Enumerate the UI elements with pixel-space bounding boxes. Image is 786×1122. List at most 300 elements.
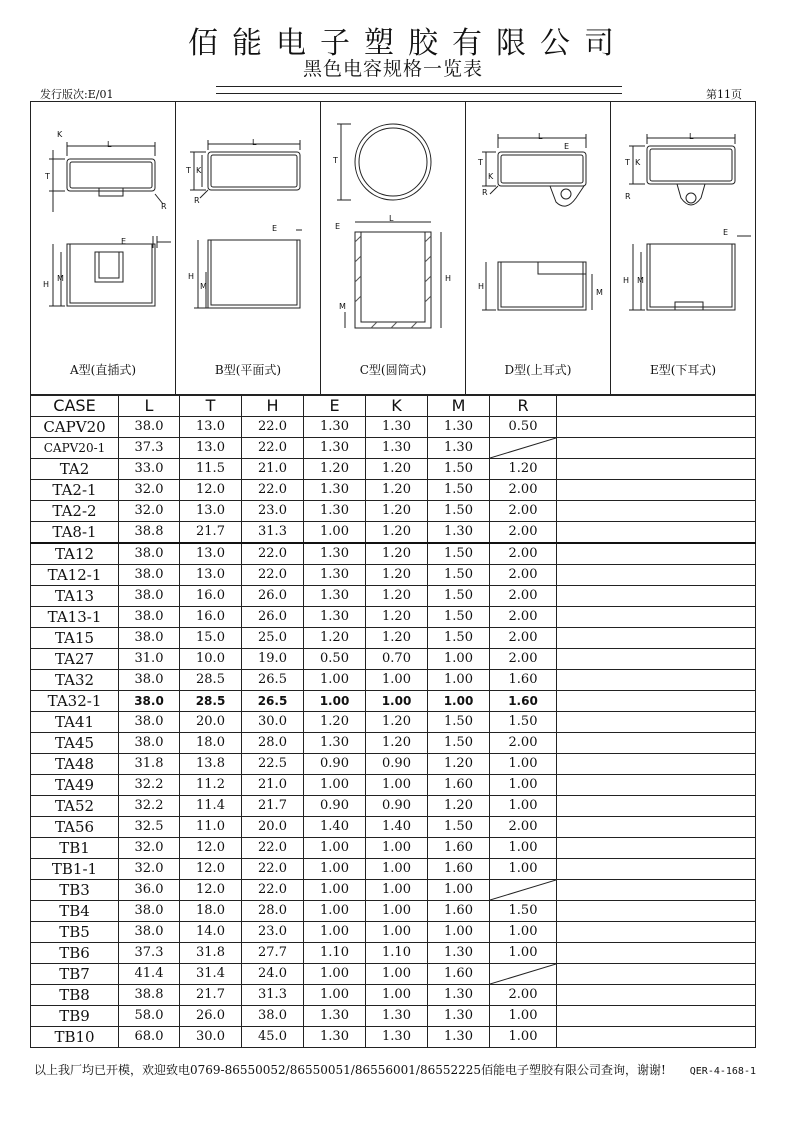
value-cell-k: 1.20: [366, 459, 428, 480]
blank-cell: [557, 543, 756, 565]
value-cell-m: 1.50: [428, 565, 490, 586]
value-cell-m: 1.00: [428, 649, 490, 670]
document-code: QER-4-168-1: [689, 1066, 756, 1077]
value-cell-k: 1.00: [366, 922, 428, 943]
value-cell-t: 13.0: [180, 417, 242, 438]
table-row: [31, 712, 756, 733]
value-cell-t: 13.0: [180, 565, 242, 586]
caption-type-c: C型(圆筒式): [359, 363, 427, 377]
caption-type-e: E型(下耳式): [649, 363, 717, 377]
dim-label-m: M: [596, 288, 603, 297]
company-title: 佰能电子塑胶有限公司: [188, 26, 628, 61]
dim-label-h: H: [445, 274, 452, 283]
value-cell-l: 37.3: [119, 943, 180, 964]
value-cell-l: 38.8: [119, 985, 180, 1006]
version-label: 发行版次:E/01: [40, 88, 114, 101]
case-cell: TB7: [31, 964, 119, 985]
value-cell-e: 0.90: [304, 796, 366, 817]
caption-type-b: B型(平面式): [214, 363, 282, 377]
value-cell-t: 13.8: [180, 754, 242, 775]
value-cell-e: 1.30: [304, 586, 366, 607]
value-cell-k: 1.10: [366, 943, 428, 964]
value-cell-m: 1.00: [428, 670, 490, 691]
value-cell-m: 1.30: [428, 985, 490, 1006]
value-cell-h: 27.7: [242, 943, 304, 964]
value-cell-t: 20.0: [180, 712, 242, 733]
table-row: [31, 649, 756, 670]
case-cell: TA49: [31, 775, 119, 796]
value-cell-h: 22.5: [242, 754, 304, 775]
blank-cell: [557, 880, 756, 901]
value-cell-l: 38.0: [119, 417, 180, 438]
case-cell: TA12-1: [31, 565, 119, 586]
blank-cell: [557, 607, 756, 628]
value-cell-h: 22.0: [242, 859, 304, 880]
empty-slash-cell: [490, 880, 557, 901]
value-cell-e: 0.90: [304, 754, 366, 775]
value-cell-h: 30.0: [242, 712, 304, 733]
value-cell-k: 1.30: [366, 1006, 428, 1027]
value-cell-l: 41.4: [119, 964, 180, 985]
dim-label-m: M: [200, 282, 207, 291]
blank-cell: [557, 754, 756, 775]
value-cell-r: 1.00: [490, 838, 557, 859]
blank-cell: [557, 459, 756, 480]
value-cell-k: 0.90: [366, 796, 428, 817]
table-row: [31, 1027, 756, 1048]
dim-label-h: H: [478, 282, 485, 291]
value-cell-m: 1.00: [428, 880, 490, 901]
value-cell-k: 1.00: [366, 901, 428, 922]
value-cell-h: 23.0: [242, 501, 304, 522]
value-cell-e: 0.50: [304, 649, 366, 670]
value-cell-t: 21.7: [180, 522, 242, 544]
blank-cell: [557, 501, 756, 522]
value-cell-t: 13.0: [180, 438, 242, 459]
value-cell-l: 38.0: [119, 901, 180, 922]
value-cell-k: 1.00: [366, 880, 428, 901]
value-cell-k: 1.00: [366, 775, 428, 796]
value-cell-e: 1.20: [304, 628, 366, 649]
value-cell-e: 1.30: [304, 480, 366, 501]
diagonal-slash-icon: [490, 880, 556, 900]
table-row: [31, 880, 756, 901]
table-row: [31, 985, 756, 1006]
value-cell-e: 1.20: [304, 459, 366, 480]
value-cell-e: 1.30: [304, 607, 366, 628]
empty-slash-cell: [490, 438, 557, 459]
dim-label-r: R: [482, 188, 488, 197]
table-row: [31, 480, 756, 501]
blank-cell: [557, 901, 756, 922]
value-cell-h: 21.0: [242, 459, 304, 480]
empty-slash-cell: [490, 964, 557, 985]
dim-label-t: T: [478, 158, 483, 167]
value-cell-m: 1.00: [428, 691, 490, 712]
table-row: [31, 859, 756, 880]
value-cell-h: 22.0: [242, 565, 304, 586]
value-cell-e: 1.00: [304, 859, 366, 880]
caption-type-d: D型(上耳式): [504, 363, 572, 377]
value-cell-r: 2.00: [490, 985, 557, 1006]
blank-cell: [557, 670, 756, 691]
value-cell-r: 2.00: [490, 501, 557, 522]
value-cell-m: 1.50: [428, 586, 490, 607]
dim-label-k: K: [196, 166, 202, 175]
value-cell-k: 1.00: [366, 859, 428, 880]
value-cell-l: 38.0: [119, 565, 180, 586]
value-cell-k: 1.20: [366, 712, 428, 733]
value-cell-e: 1.00: [304, 838, 366, 859]
diagonal-slash-icon: [490, 964, 556, 984]
value-cell-h: 26.0: [242, 607, 304, 628]
value-cell-k: 1.20: [366, 586, 428, 607]
footer-note: 以上我厂均已开模，欢迎致电0769-86550052/86550051/86556001/86552225佰能电子塑胶有限公司查询，谢谢!: [34, 1063, 666, 1077]
value-cell-r: 0.50: [490, 417, 557, 438]
value-cell-r: 2.00: [490, 817, 557, 838]
value-cell-l: 38.0: [119, 670, 180, 691]
table-row: [31, 522, 756, 544]
value-cell-h: 21.7: [242, 796, 304, 817]
value-cell-k: 1.30: [366, 1027, 428, 1048]
value-cell-l: 31.0: [119, 649, 180, 670]
table-body: [31, 417, 756, 1048]
table-row: [31, 817, 756, 838]
dim-label-m: M: [339, 302, 346, 311]
value-cell-l: 58.0: [119, 1006, 180, 1027]
value-cell-t: 28.5: [180, 691, 242, 712]
value-cell-m: 1.50: [428, 480, 490, 501]
value-cell-m: 1.50: [428, 459, 490, 480]
table-row: [31, 943, 756, 964]
value-cell-h: 23.0: [242, 922, 304, 943]
value-cell-h: 28.0: [242, 901, 304, 922]
value-cell-t: 18.0: [180, 901, 242, 922]
table-row: [31, 796, 756, 817]
case-cell: TA15: [31, 628, 119, 649]
value-cell-e: 1.00: [304, 775, 366, 796]
table-row: [31, 838, 756, 859]
value-cell-e: 1.00: [304, 670, 366, 691]
value-cell-l: 37.3: [119, 438, 180, 459]
value-cell-t: 31.8: [180, 943, 242, 964]
dim-label-t: T: [625, 158, 630, 167]
value-cell-h: 22.0: [242, 480, 304, 501]
value-cell-r: 1.00: [490, 943, 557, 964]
value-cell-m: 1.30: [428, 522, 490, 544]
value-cell-e: 1.30: [304, 565, 366, 586]
value-cell-m: 1.50: [428, 733, 490, 754]
value-cell-e: 1.00: [304, 901, 366, 922]
value-cell-t: 12.0: [180, 880, 242, 901]
case-cell: CAPV20-1: [31, 438, 119, 459]
case-cell: TA41: [31, 712, 119, 733]
value-cell-r: 2.00: [490, 586, 557, 607]
dim-label-e: E: [272, 224, 278, 233]
header-r: R: [490, 396, 557, 417]
dim-label-h: H: [188, 272, 195, 281]
diagram-e-drawing: [611, 102, 756, 396]
table-row: [31, 565, 756, 586]
value-cell-l: 32.2: [119, 775, 180, 796]
value-cell-t: 30.0: [180, 1027, 242, 1048]
blank-cell: [557, 817, 756, 838]
blank-cell: [557, 586, 756, 607]
case-cell: TB3: [31, 880, 119, 901]
blank-cell: [557, 691, 756, 712]
value-cell-h: 26.0: [242, 586, 304, 607]
value-cell-e: 1.30: [304, 438, 366, 459]
value-cell-l: 32.0: [119, 859, 180, 880]
value-cell-e: 1.00: [304, 985, 366, 1006]
value-cell-l: 36.0: [119, 880, 180, 901]
value-cell-k: 0.70: [366, 649, 428, 670]
case-cell: TA32: [31, 670, 119, 691]
value-cell-e: 1.30: [304, 733, 366, 754]
header-h: H: [242, 396, 304, 417]
value-cell-e: 1.30: [304, 1027, 366, 1048]
value-cell-k: 1.40: [366, 817, 428, 838]
spec-table: [30, 395, 756, 1048]
value-cell-e: 1.10: [304, 943, 366, 964]
table-row: [31, 775, 756, 796]
table-row: [31, 1006, 756, 1027]
value-cell-k: 1.30: [366, 417, 428, 438]
value-cell-h: 26.5: [242, 691, 304, 712]
value-cell-l: 32.5: [119, 817, 180, 838]
table-row: [31, 901, 756, 922]
value-cell-h: 25.0: [242, 628, 304, 649]
value-cell-m: 1.30: [428, 438, 490, 459]
value-cell-l: 38.0: [119, 733, 180, 754]
value-cell-e: 1.30: [304, 501, 366, 522]
header-case: CASE: [31, 396, 119, 417]
value-cell-t: 12.0: [180, 838, 242, 859]
dim-label-l: L: [252, 138, 257, 147]
value-cell-k: 1.00: [366, 670, 428, 691]
dim-label-t: T: [333, 156, 338, 165]
blank-cell: [557, 733, 756, 754]
dim-label-e: E: [121, 237, 127, 246]
value-cell-r: 1.00: [490, 922, 557, 943]
value-cell-m: 1.50: [428, 501, 490, 522]
value-cell-l: 33.0: [119, 459, 180, 480]
dim-label-e: E: [564, 142, 570, 151]
value-cell-k: 1.20: [366, 733, 428, 754]
case-cell: TA13: [31, 586, 119, 607]
dim-label-e: E: [335, 222, 341, 231]
value-cell-r: 1.60: [490, 670, 557, 691]
value-cell-m: 1.60: [428, 838, 490, 859]
diagram-b-drawing: [176, 102, 321, 396]
diagram-d-drawing: [466, 102, 611, 396]
value-cell-e: 1.30: [304, 1006, 366, 1027]
value-cell-m: 1.50: [428, 628, 490, 649]
dim-label-k: K: [635, 158, 641, 167]
value-cell-r: 2.00: [490, 649, 557, 670]
case-cell: TB4: [31, 901, 119, 922]
diagram-c-drawing: [321, 102, 466, 396]
case-cell: TA13-1: [31, 607, 119, 628]
value-cell-e: 1.30: [304, 417, 366, 438]
value-cell-t: 13.0: [180, 543, 242, 565]
table-row: [31, 628, 756, 649]
value-cell-e: 1.00: [304, 880, 366, 901]
blank-cell: [557, 1006, 756, 1027]
diagram-panel-row: [30, 101, 756, 395]
value-cell-h: 31.3: [242, 522, 304, 544]
case-cell: TA48: [31, 754, 119, 775]
value-cell-k: 1.20: [366, 565, 428, 586]
value-cell-t: 18.0: [180, 733, 242, 754]
dim-label-k: K: [488, 172, 494, 181]
header-k: K: [366, 396, 428, 417]
value-cell-k: 1.20: [366, 607, 428, 628]
case-cell: TA32-1: [31, 691, 119, 712]
value-cell-m: 1.30: [428, 943, 490, 964]
value-cell-l: 68.0: [119, 1027, 180, 1048]
diagram-type-a: [31, 102, 176, 394]
value-cell-r: 2.00: [490, 565, 557, 586]
table-row: [31, 670, 756, 691]
header-l: L: [119, 396, 180, 417]
blank-cell: [557, 943, 756, 964]
value-cell-h: 22.0: [242, 838, 304, 859]
diagonal-slash-icon: [490, 438, 556, 458]
value-cell-t: 11.4: [180, 796, 242, 817]
value-cell-l: 38.8: [119, 522, 180, 544]
case-cell: TB6: [31, 943, 119, 964]
value-cell-m: 1.30: [428, 1027, 490, 1048]
value-cell-h: 24.0: [242, 964, 304, 985]
table-row: [31, 459, 756, 480]
value-cell-e: 1.00: [304, 922, 366, 943]
blank-cell: [557, 859, 756, 880]
dim-label-l: L: [689, 132, 694, 141]
value-cell-h: 19.0: [242, 649, 304, 670]
value-cell-r: 2.00: [490, 522, 557, 544]
value-cell-l: 32.2: [119, 796, 180, 817]
value-cell-r: 2.00: [490, 733, 557, 754]
blank-cell: [557, 522, 756, 544]
dim-label-t: T: [45, 172, 50, 181]
dim-label-e: E: [723, 228, 729, 237]
blank-cell: [557, 985, 756, 1006]
blank-cell: [557, 964, 756, 985]
value-cell-t: 10.0: [180, 649, 242, 670]
case-cell: TB1-1: [31, 859, 119, 880]
dim-label-h: H: [623, 276, 630, 285]
blank-cell: [557, 417, 756, 438]
value-cell-l: 38.0: [119, 543, 180, 565]
value-cell-t: 15.0: [180, 628, 242, 649]
value-cell-l: 32.0: [119, 480, 180, 501]
diagram-type-e: [611, 102, 755, 394]
value-cell-e: 1.00: [304, 522, 366, 544]
value-cell-h: 20.0: [242, 817, 304, 838]
value-cell-m: 1.60: [428, 859, 490, 880]
value-cell-l: 38.0: [119, 922, 180, 943]
table-row: [31, 754, 756, 775]
value-cell-r: 2.00: [490, 607, 557, 628]
table-row: [31, 691, 756, 712]
double-rule: [216, 86, 622, 94]
blank-cell: [557, 480, 756, 501]
value-cell-m: 1.30: [428, 1006, 490, 1027]
value-cell-h: 22.0: [242, 417, 304, 438]
value-cell-k: 1.00: [366, 691, 428, 712]
value-cell-l: 38.0: [119, 607, 180, 628]
header-t: T: [180, 396, 242, 417]
value-cell-h: 45.0: [242, 1027, 304, 1048]
value-cell-l: 38.0: [119, 628, 180, 649]
case-cell: TA2-1: [31, 480, 119, 501]
value-cell-k: 1.30: [366, 438, 428, 459]
caption-type-a: A型(直插式): [69, 363, 137, 377]
value-cell-e: 1.40: [304, 817, 366, 838]
page-number: 第11页: [706, 88, 742, 101]
table-row: [31, 733, 756, 754]
value-cell-k: 1.00: [366, 985, 428, 1006]
value-cell-t: 12.0: [180, 480, 242, 501]
value-cell-m: 1.50: [428, 607, 490, 628]
value-cell-h: 22.0: [242, 438, 304, 459]
value-cell-k: 1.20: [366, 628, 428, 649]
value-cell-m: 1.60: [428, 775, 490, 796]
diagram-type-b: [176, 102, 321, 394]
table-row: [31, 607, 756, 628]
value-cell-h: 31.3: [242, 985, 304, 1006]
value-cell-e: 1.20: [304, 712, 366, 733]
table-header-row: [31, 396, 756, 417]
value-cell-h: 22.0: [242, 543, 304, 565]
value-cell-t: 11.0: [180, 817, 242, 838]
dim-label-m: M: [57, 274, 64, 283]
value-cell-r: 1.00: [490, 1006, 557, 1027]
dim-label-r: R: [194, 196, 200, 205]
value-cell-h: 38.0: [242, 1006, 304, 1027]
value-cell-r: 1.00: [490, 754, 557, 775]
value-cell-h: 21.0: [242, 775, 304, 796]
value-cell-t: 16.0: [180, 586, 242, 607]
value-cell-r: 1.20: [490, 459, 557, 480]
blank-cell: [557, 712, 756, 733]
blank-cell: [557, 438, 756, 459]
diagram-a-drawing: [31, 102, 176, 396]
value-cell-e: 1.00: [304, 964, 366, 985]
value-cell-r: 1.50: [490, 901, 557, 922]
value-cell-r: 1.00: [490, 859, 557, 880]
value-cell-t: 11.5: [180, 459, 242, 480]
header-m: M: [428, 396, 490, 417]
value-cell-m: 1.60: [428, 964, 490, 985]
value-cell-m: 1.50: [428, 712, 490, 733]
value-cell-l: 38.0: [119, 712, 180, 733]
value-cell-m: 1.60: [428, 901, 490, 922]
case-cell: TA52: [31, 796, 119, 817]
dim-label-t: T: [186, 166, 191, 175]
table-row: [31, 417, 756, 438]
case-cell: TB8: [31, 985, 119, 1006]
value-cell-e: 1.30: [304, 543, 366, 565]
value-cell-k: 1.20: [366, 543, 428, 565]
value-cell-m: 1.20: [428, 754, 490, 775]
value-cell-r: 2.00: [490, 480, 557, 501]
value-cell-m: 1.20: [428, 796, 490, 817]
value-cell-l: 38.0: [119, 691, 180, 712]
value-cell-k: 1.20: [366, 501, 428, 522]
value-cell-h: 26.5: [242, 670, 304, 691]
